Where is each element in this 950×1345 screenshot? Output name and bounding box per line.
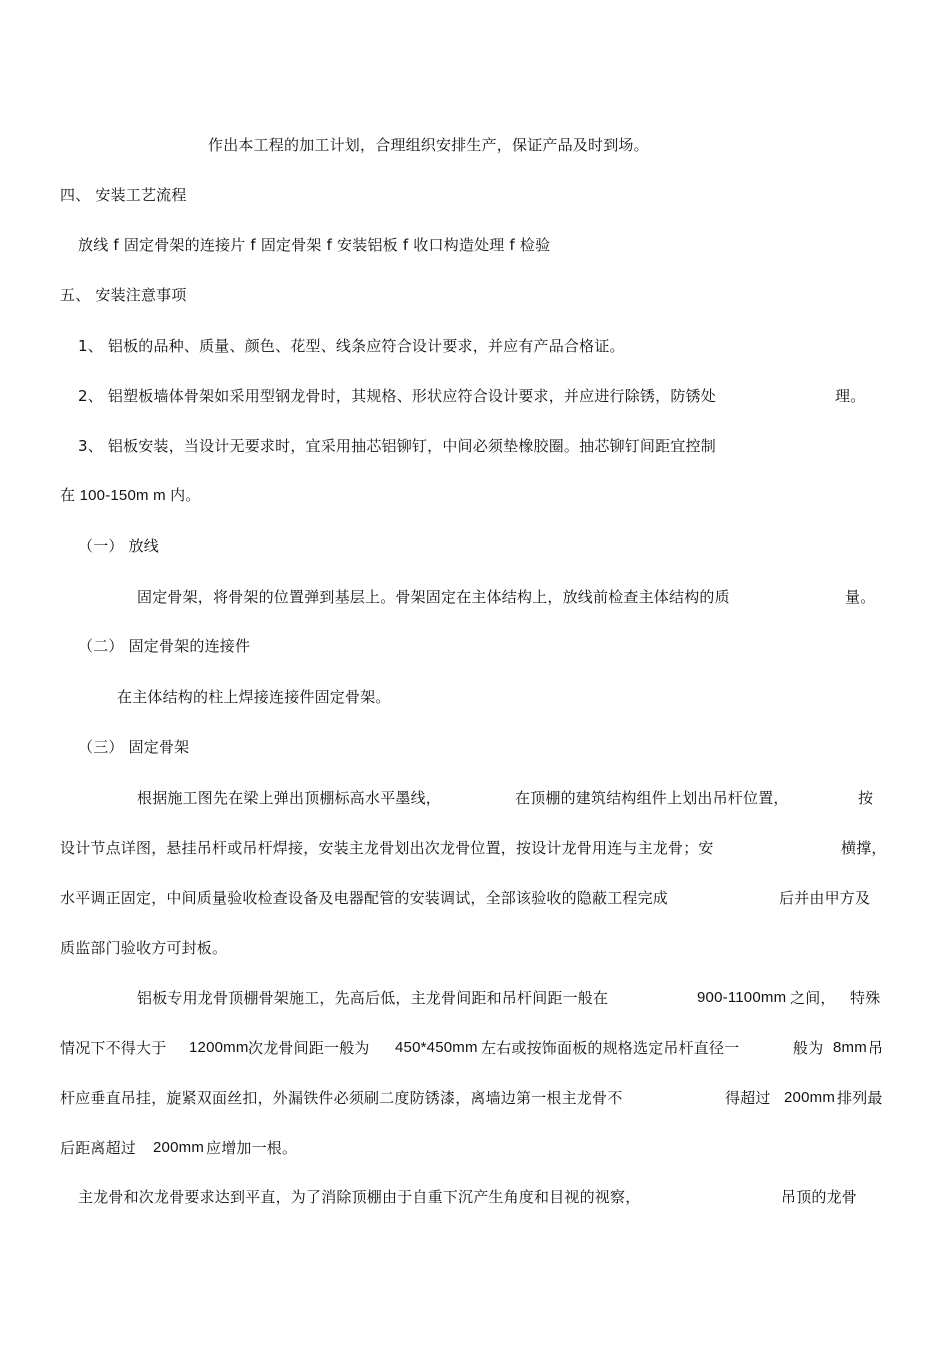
sub3-p1-line3 — [60, 888, 890, 908]
sub3-p1-line3-b: 后并由甲方及 — [779, 889, 871, 907]
sub3-p2-line3-c: 200mm — [784, 1089, 836, 1106]
sub3-p2-line2-g: 8mm — [833, 1039, 867, 1056]
sub3-p1-line1-a: 根据施工图先在梁上弹出顶棚标高水平墨线， — [137, 789, 442, 807]
sub3-p3-line1 — [78, 1187, 878, 1207]
sub3-p2-line3 — [60, 1088, 890, 1108]
sub3-p1-line3-a: 水平调正固定，中间质量验收检查设备及电器配管的安装调试，全部该验收的隐蔽工程完成 — [60, 889, 669, 907]
sub3-p2-line3-d: 排列最 — [837, 1089, 883, 1107]
sub1-body-text: 固定骨架，将骨架的位置弹到基层上。骨架固定在主体结构上，放线前检查主体结构的质 — [137, 588, 730, 606]
sub3-p2-line3-a: 杆应垂直吊挂，旋紧双面丝扣，外漏铁件必须刷二度防锈漆，离墙边第一根主龙骨不 — [60, 1089, 623, 1107]
sub2-body: 在主体结构的柱上焊接连接件固定骨架。 — [117, 688, 391, 706]
sub3-p2-line1-a: 铝板专用龙骨顶棚骨架施工，先高后低，主龙骨间距和吊杆间距一般在 — [137, 989, 609, 1007]
sub3-p1-line4: 质监部门验收方可封板。 — [60, 939, 228, 957]
sub3-p2-line2-d: 450*450mm — [395, 1039, 478, 1056]
sub3-p2-line2 — [60, 1038, 890, 1058]
sub1-heading: （一） 放线 — [78, 537, 159, 555]
sub3-p2-line4-a: 后距离超过 — [60, 1139, 137, 1157]
note-item-2-text: 2、 铝塑板墙体骨架如采用型钢龙骨时，其规格、形状应符合设计要求，并应进行除锈，防锈处 — [78, 387, 716, 405]
note-item-2-tail: 理。 — [835, 387, 866, 405]
sub3-p2-line2-f: 般为 — [793, 1039, 824, 1057]
sub3-p1-line1-c: 按 — [858, 789, 874, 807]
sub3-p1-line2-a: 设计节点详图，悬挂吊杆或吊杆焊接，安装主龙骨划出次龙骨位置，按设计龙骨用连与主龙骨；安 — [60, 839, 714, 857]
note-item-2 — [78, 386, 878, 406]
note-item-3-line1: 3、 铝板安装，当设计无要求时，宜采用抽芯铝铆钉，中间必须垫橡胶圈。抽芯铆钉间距宜控制 — [78, 437, 716, 455]
sub3-p2-line4-b: 200mm — [153, 1139, 205, 1156]
sub3-p3-line1-a: 主龙骨和次龙骨要求达到平直，为了消除顶棚由于自重下沉产生角度和目视的视察， — [78, 1188, 641, 1206]
intro-line: 作出本工程的加工计划，合理组织安排生产，保证产品及时到场。 — [208, 136, 649, 154]
sub3-p1-line2-b: 横撑， — [841, 839, 887, 857]
process-flow: 放线 f 固定骨架的连接片 f 固定骨架 f 安装铝板 f 收口构造处理 f 检验 — [78, 236, 551, 254]
sub3-p2-line2-c: 次龙骨间距一般为 — [248, 1039, 370, 1057]
sub1-body — [137, 587, 877, 607]
sub3-p2-line2-b: 1200mm — [189, 1039, 249, 1056]
sub3-p2-line1-b: 900-1100mm — [697, 989, 787, 1006]
note-item-3-line2: 在 100-150m m 内。 — [60, 487, 201, 504]
sub3-p2-line1 — [60, 988, 890, 1008]
note-item-1: 1、 铝板的品种、质量、颜色、花型、线条应符合设计要求，并应有产品合格证。 — [78, 337, 625, 355]
sub3-p2-line1-d: 特殊 — [850, 989, 881, 1007]
sub3-p2-line2-a: 情况下不得大于 — [60, 1039, 167, 1057]
sub3-p2-line2-e: 左右或按饰面板的规格选定吊杆直径一 — [481, 1039, 740, 1057]
sub3-p3-line1-b: 吊顶的龙骨 — [781, 1188, 858, 1206]
section5-heading: 五、 安装注意事项 — [60, 286, 187, 304]
sub3-p2-line4-c: 应增加一根。 — [206, 1139, 298, 1157]
sub1-body-tail: 量。 — [845, 588, 876, 606]
sub3-p2-line2-h: 吊 — [868, 1039, 884, 1057]
sub2-heading: （二） 固定骨架的连接件 — [78, 637, 251, 655]
section4-heading: 四、 安装工艺流程 — [60, 186, 187, 204]
sub3-p2-line3-b: 得超过 — [725, 1089, 771, 1107]
sub3-heading: （三） 固定骨架 — [78, 738, 190, 756]
sub3-p2-line1-c: 之间， — [790, 989, 836, 1007]
sub3-p2-line4 — [60, 1138, 890, 1158]
sub3-p1-line2 — [60, 838, 890, 858]
sub3-p1-line1 — [60, 788, 890, 808]
sub3-p1-line1-b: 在顶棚的建筑结构组件上划出吊杆位置， — [515, 789, 789, 807]
